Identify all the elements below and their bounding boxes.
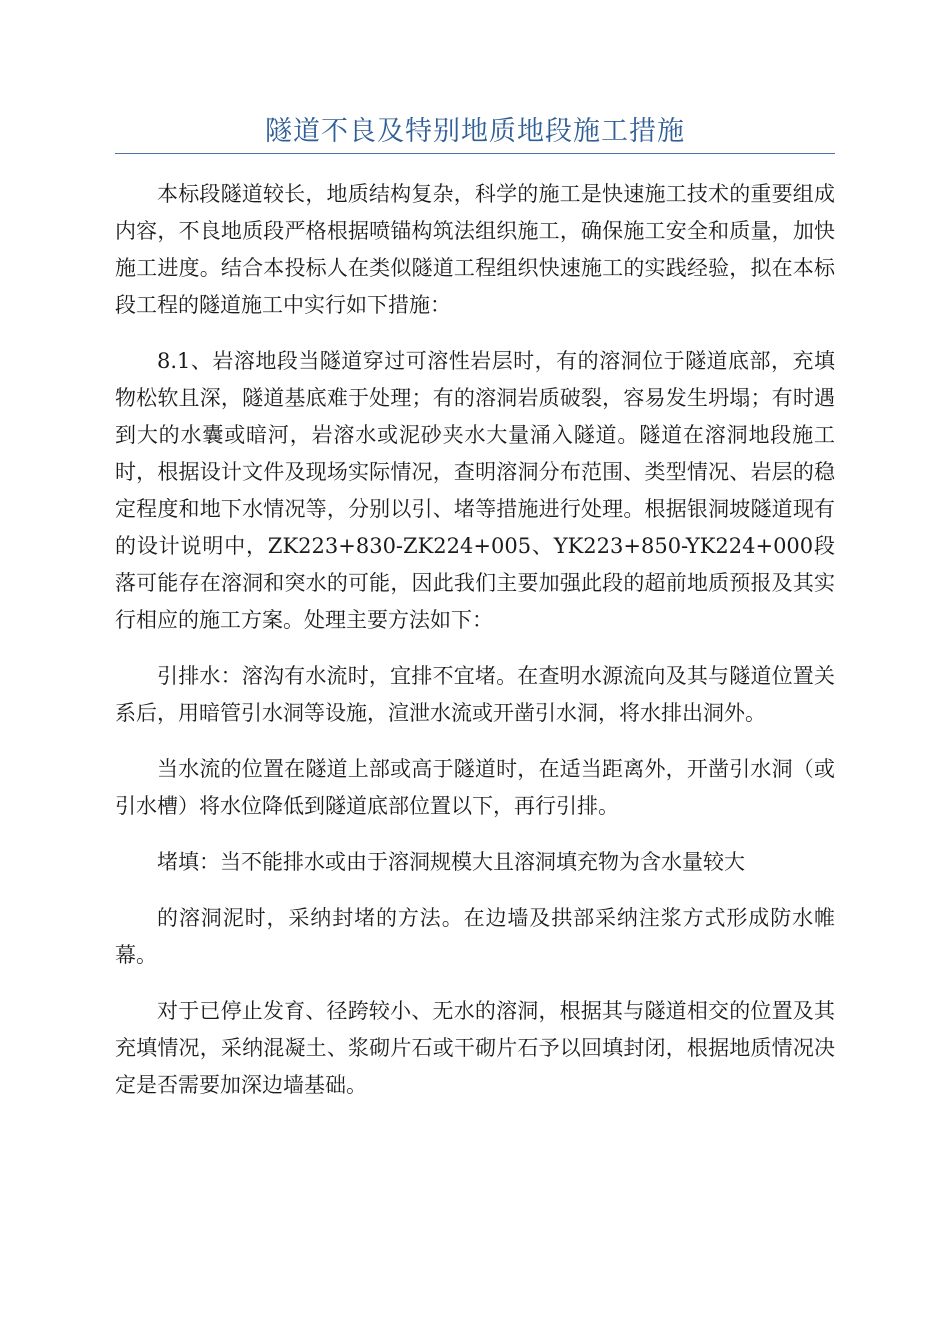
- title-underline: [115, 153, 835, 154]
- paragraph-karst: 8.1、岩溶地段当隧道穿过可溶性岩层时，有的溶洞位于隧道底部，充填物松软且深，隧道基底难于处理；有的溶洞岩质破裂，容易发生坍塌；有时遇到大的水囊或暗河，岩溶水或泥砂夹水大量涌入隧道。隧道在溶洞地段施工时，根据设计文件及现场实际情况，查明溶洞分布范围、类型情况、岩层的稳定程度和地下水情况等，分别以引、堵等措施进行处理。根据银洞坡隧道现有的设计说明中，ZK223+830-ZK224+005、YK223+850-YK224+000段落可能存在溶洞和突水的可能，因此我们主要加强此段的超前地质预报及其实行相应的施工方案。处理主要方法如下：: [115, 349, 835, 632]
- paragraph-plugging: 堵填：当不能排水或由于溶洞规模大且溶洞填充物为含水量较大: [157, 850, 745, 874]
- paragraph-water-level: 当水流的位置在隧道上部或高于隧道时，在适当距离外，开凿引水洞（或引水槽）将水位降低到隧道底部位置以下，再行引排。: [115, 757, 835, 818]
- paragraph-drainage: 引排水：溶沟有水流时，宜排不宜堵。在查明水源流向及其与隧道位置关系后，用暗管引水洞等设施，渲泄水流或开凿引水洞，将水排出洞外。: [115, 664, 835, 725]
- paragraph-intro: 本标段隧道较长，地质结构复杂，科学的施工是快速施工技术的重要组成内容，不良地质段严格根据喷锚构筑法组织施工，确保施工安全和质量，加快施工进度。结合本投标人在类似隧道工程组织快速施工的实践经验，拟在本标段工程的隧道施工中实行如下措施：: [115, 182, 835, 317]
- document-body: [115, 176, 835, 1123]
- paragraph-backfill: 对于已停止发育、径跨较小、无水的溶洞，根据其与隧道相交的位置及其充填情况，采纳混凝土、浆砌片石或干砌片石予以回填封闭，根据地质情况决定是否需要加深边墙基础。: [115, 999, 835, 1097]
- document-title: 隧道不良及特别地质地段施工措施: [265, 116, 685, 147]
- paragraph-plugging-cont: 的溶洞泥时，采纳封堵的方法。在边墙及拱部采纳注浆方式形成防水帷幕。: [115, 906, 835, 967]
